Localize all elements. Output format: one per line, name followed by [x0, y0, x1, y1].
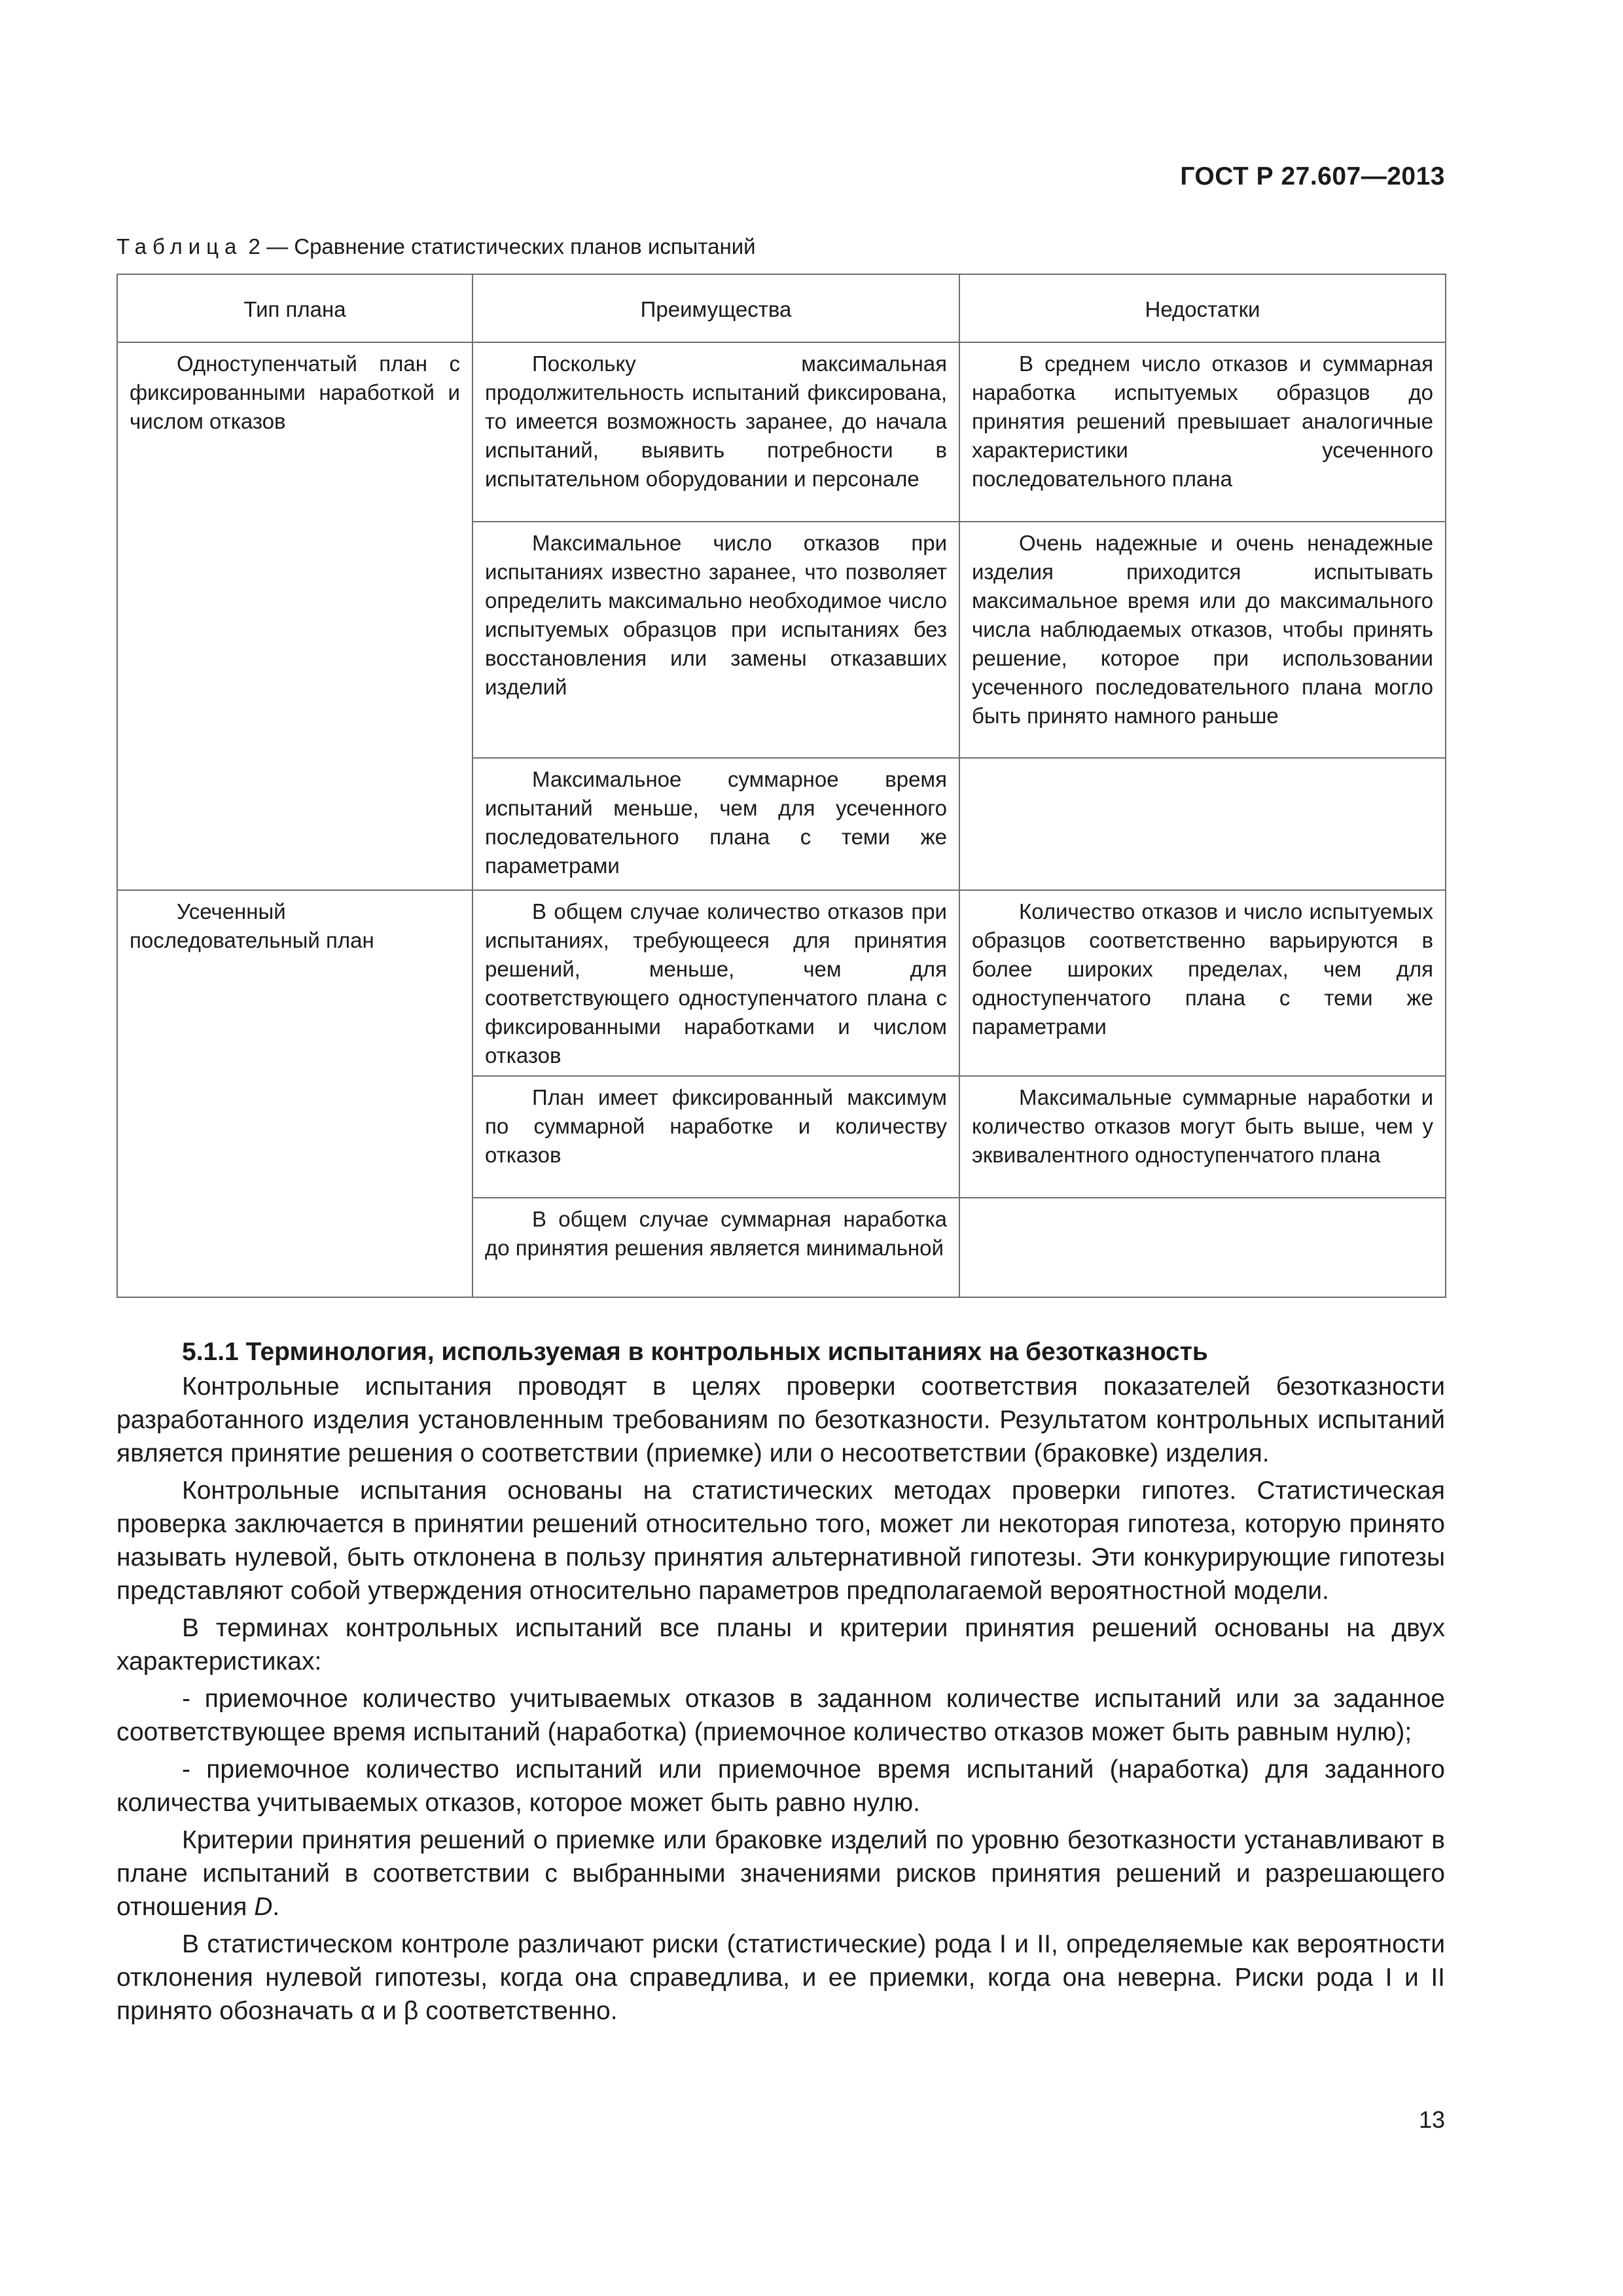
- body-paragraph: Контрольные испытания проводят в целях проверки соответствия показателей безотказности разработанного изделия установленным требованиям по безотказности. Результатом контрольных испытаний является принятие решения о соответствии (приемке) или о несоответствии (браковке) изделия.: [116, 1372, 1445, 1467]
- section-5-1-1: [116, 1335, 1445, 2032]
- body-paragraph: В терминах контрольных испытаний все планы и критерии принятия решений основаны на двух характеристиках:: [116, 1614, 1445, 1676]
- advantage-cell: Поскольку максимальная продолжительность испытаний фиксирована, то имеется возможность заранее, до начала испытаний, выявить потребности в испытательном оборудовании и персонале: [473, 342, 959, 522]
- disadvantage-cell: Максимальные суммарные наработки и количество отказов могут быть выше, чем у эквивалентного одноступенчатого плана: [959, 1076, 1446, 1198]
- paragraph-text: В статистическом контроле различают риски (статистические) рода I и II, определяемые как вероятности отклонения нулевой гипотезы, когда она справедлива, и ее приемки, когда она неверна. Риски рода I и II принято обозначать: [116, 1930, 1445, 2025]
- column-header-type: Тип плана: [117, 274, 473, 342]
- body-paragraph: [116, 1823, 1445, 1924]
- table-row: [117, 890, 1446, 1076]
- disadvantage-cell: Очень надежные и очень ненадежные изделия приходится испытывать максимальное время или до максимального числа наблюдаемых отказов, чтобы принять решение, которое при использовании усеченного последовательного плана могло быть принято намного раньше: [959, 522, 1446, 758]
- disadvantage-cell: В среднем число отказов и суммарная наработка испытуемых образцов до принятия решений превышает аналогичные характеристики усеченного последовательного плана: [959, 342, 1446, 522]
- conjunction: и: [375, 1997, 404, 2025]
- paragraph-end: .: [272, 1893, 280, 1921]
- plan-type-cell: Усеченный последовательный план: [117, 890, 473, 1297]
- ratio-symbol: D: [254, 1893, 273, 1921]
- advantage-cell: Максимальное суммарное время испытаний меньше, чем для усеченного последовательного плана с теми же параметрами: [473, 758, 959, 890]
- body-paragraph: Контрольные испытания основаны на статистических методах проверки гипотез. Статистическая проверка заключается в принятии решений относительно того, может ли некоторая гипотеза, которую принято называть нулевой, быть отклонена в пользу принятия альтернативной гипотезы. Эти конкурирующие гипотезы представляют собой утверждения относительно параметров предполагаемой вероятностной модели.: [116, 1477, 1445, 1605]
- alpha-symbol: α: [360, 1997, 376, 2025]
- paragraph-text: Критерии принятия решений о приемке или браковке изделий по уровню безотказности устанавливают в плане испытаний в соответствии с выбранными значениями рисков принятия решений и разрешающего отношения: [116, 1826, 1445, 1921]
- column-header-disadvantages: Недостатки: [959, 274, 1446, 342]
- page-number: 13: [1418, 2106, 1445, 2133]
- list-item: - приемочное количество учитываемых отказов в заданном количестве испытаний или за заданное соответствующее время испытаний (наработка) (приемочное количество отказов может быть равным нулю);: [116, 1685, 1445, 1746]
- section-heading: 5.1.1 Терминология, используемая в контрольных испытаниях на безотказность: [182, 1338, 1208, 1366]
- document-code: ГОСТ Р 27.607—2013: [1180, 162, 1445, 190]
- table-caption: [116, 234, 756, 259]
- disadvantage-cell: Количество отказов и число испытуемых образцов соответственно варьируются в более широких пределах, чем для одноступенчатого плана с теми же параметрами: [959, 890, 1446, 1076]
- beta-symbol: β: [403, 1997, 419, 2025]
- advantage-cell: План имеет фиксированный максимум по суммарной наработке и количеству отказов: [473, 1076, 959, 1198]
- table-caption-text: 2 — Сравнение статистических планов испытаний: [242, 234, 756, 259]
- paragraph-end: соответственно.: [418, 1997, 618, 2025]
- table-header-row: [117, 274, 1446, 342]
- disadvantage-cell: [959, 758, 1446, 890]
- plan-type-cell: Одноступенчатый план с фиксированными наработкой и числом отказов: [117, 342, 473, 890]
- table-row: [117, 342, 1446, 522]
- advantage-cell: В общем случае количество отказов при испытаниях, требующееся для принятия решений, меньше, чем для соответствующего одноступенчатого плана с фиксированными наработками и числом отказов: [473, 890, 959, 1076]
- advantage-cell: В общем случае суммарная наработка до принятия решения является минимальной: [473, 1198, 959, 1297]
- body-paragraph: [116, 1928, 1445, 2028]
- list-item: - приемочное количество испытаний или приемочное время испытаний (наработка) для заданного количества учитываемых отказов, которое может быть равно нулю.: [116, 1755, 1445, 1817]
- advantage-cell: Максимальное число отказов при испытаниях известно заранее, что позволяет определить максимально необходимое число испытуемых образцов при испытаниях без восстановления или замены отказавших изделий: [473, 522, 959, 758]
- table-caption-word: Таблица: [116, 234, 243, 259]
- column-header-advantages: Преимущества: [473, 274, 959, 342]
- comparison-table: [116, 274, 1446, 1298]
- disadvantage-cell: [959, 1198, 1446, 1297]
